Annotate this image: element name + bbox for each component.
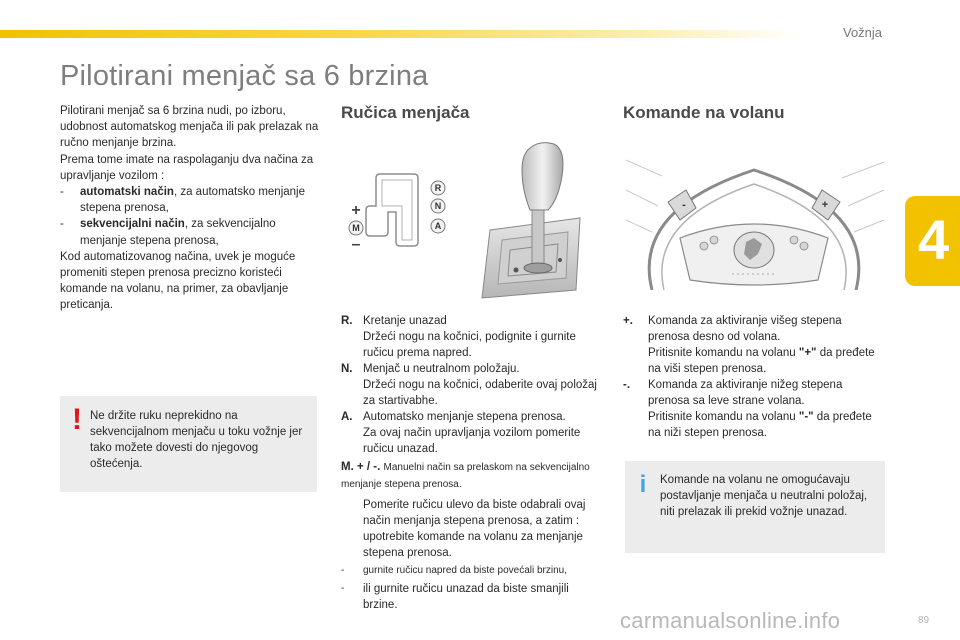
lever-n-instr: Držeći nogu na kočnici, odaberite ovaj položaj za startivabhe. xyxy=(363,379,597,407)
mode-sequential: sekvencijalni način xyxy=(80,218,185,231)
list-dash: - xyxy=(341,565,345,576)
gate-letter-n: N xyxy=(434,201,442,211)
list-dash: - xyxy=(341,583,345,594)
bullet-icon xyxy=(341,425,363,457)
lever-r-instr-row xyxy=(341,329,603,361)
lever-m-row xyxy=(341,459,603,493)
lever-a-row xyxy=(341,409,603,425)
wheel-minus-key: -. xyxy=(623,379,631,391)
wheel-plus-key: +. xyxy=(623,315,633,327)
warning-box xyxy=(60,396,317,492)
wheel-plus-instr-c: da pređete na viši stepen prenosa. xyxy=(648,347,875,375)
wheel-plus-instr-a: Pritisnite komandu na volanu xyxy=(648,347,799,359)
wheel-plus-instr-row xyxy=(623,345,885,377)
intro-list-item xyxy=(60,184,325,216)
intro-paragraph-3: Kod automatizovanog načina, uvek je moguće promeniti stepen prenosa precizno koristeći komande na volanu, na primer, za obavljanje preticanja. xyxy=(60,250,296,312)
wheel-heading: Komande na volanu xyxy=(623,103,785,122)
info-text: Komande na volanu ne omogućavaju postavljanje menjača u neutralni položaj, niti prelazak ili prekid vožnje unazad. xyxy=(660,474,868,518)
bullet-icon xyxy=(341,329,363,361)
bullet-icon xyxy=(341,377,363,409)
list-dash: - xyxy=(60,218,64,231)
gate-letter-r: R xyxy=(434,183,442,193)
wheel-minus-instr-c: da pređete na niži stepen prenosa. xyxy=(648,411,872,439)
lever-knob xyxy=(522,143,563,210)
intro-list-item xyxy=(60,216,325,248)
lever-n-key: N. xyxy=(341,363,353,375)
section-label: Vožnja xyxy=(843,25,883,40)
lever-m-text: Manuelni način sa prelaskom na sekvencijalno menjanje stepena prenosa. xyxy=(341,462,590,490)
info-i-icon: i xyxy=(639,471,647,498)
wheel-plus-text: Komanda za aktiviranje višeg stepena prenosa desno od volana. xyxy=(648,315,842,343)
gate-plus: + xyxy=(351,202,361,219)
wheel-minus-text: Komanda za aktiviranje nižeg stepena prenosa sa leve strane volana. xyxy=(648,379,843,407)
lever-a-key: A. xyxy=(341,411,353,423)
paddle-plus-label: + xyxy=(821,199,829,211)
gate-letter-m: M xyxy=(352,223,360,233)
lever-r-row xyxy=(341,313,603,329)
gear-gate-diagram xyxy=(344,172,454,252)
list-dash: - xyxy=(60,186,64,199)
lever-r-instr: Držeći nogu na kočnici, podignite i gurnite ručicu prema napred. xyxy=(363,331,576,359)
lever-r-key: R. xyxy=(341,315,353,327)
steering-wheel-illustration xyxy=(622,150,886,290)
bullet-icon xyxy=(623,409,648,441)
warning-exclamation-icon: ! xyxy=(72,403,82,436)
wheel-minus-instr-row xyxy=(623,409,885,441)
mode-automatic: automatski način xyxy=(80,186,174,199)
wheel-minus-instr-a: Pritisnite komandu na volanu xyxy=(648,411,799,423)
intro-text xyxy=(60,103,325,314)
bullet-icon xyxy=(623,345,648,377)
top-accent-bar xyxy=(0,30,800,38)
lever-m-sub2: ili gurnite ručicu unazad da biste smanjili brzine. xyxy=(363,583,569,611)
gear-lever-illustration xyxy=(470,140,590,300)
lever-m-sub1: gurnite ručicu napred da biste povećali brzinu, xyxy=(363,565,568,576)
bullet-icon xyxy=(341,497,363,561)
chapter-number: 4 xyxy=(918,208,950,271)
warning-text: Ne držite ruku neprekidno na sekvencijalnom menjaču u toku vožnje jer tako možete dovesti do njegovog oštećenja. xyxy=(90,410,303,470)
mode-automatic-desc: , za automatsko menjanje stepena prenosa, xyxy=(80,186,305,215)
paddle-minus-label: - xyxy=(682,199,686,211)
lever-m-instr: Pomerite ručicu ulevo da biste odabrali ovaj način menjanja stepena prenosa, a zatim : upotrebite komande na volanu za menjanje stepena prenosa. xyxy=(363,499,586,559)
wheel-plus-instr-b: "+" xyxy=(798,347,817,359)
lever-r-text: Kretanje unazad xyxy=(363,315,447,327)
lever-m-key: M. + / -. xyxy=(341,461,381,473)
page-title: Pilotirani menjač sa 6 brzina xyxy=(60,60,429,92)
lever-n-row xyxy=(341,361,603,377)
lever-a-instr-row xyxy=(341,425,603,457)
page-number: 89 xyxy=(918,615,930,626)
intro-paragraph-2: Prema tome imate na raspolaganju dva načina za upravljanje vozilom : xyxy=(60,153,314,182)
mode-sequential-desc: , za sekvencijalno menjanje stepena prenosa, xyxy=(80,218,276,247)
wheel-plus-row xyxy=(623,313,885,345)
wheel-minus-instr-b: "-" xyxy=(798,411,814,423)
gate-minus: – xyxy=(351,236,361,252)
wheel-minus-row xyxy=(623,377,885,409)
lever-heading: Ručica menjača xyxy=(341,103,470,122)
lever-n-text: Menjač u neutralnom položaju. xyxy=(363,363,520,375)
lever-a-text: Automatsko menjanje stepena prenosa. xyxy=(363,411,566,423)
lever-m-sub2-row xyxy=(341,581,603,613)
wheel-instructions xyxy=(623,313,885,441)
lever-m-sub1-row xyxy=(341,563,603,579)
gate-letter-a: A xyxy=(434,221,442,231)
info-box xyxy=(625,461,885,553)
lever-m-instr-row xyxy=(341,497,603,561)
lever-a-instr: Za ovaj način upravljanja vozilom pomerite ručicu unazad. xyxy=(363,427,581,455)
lever-instructions xyxy=(341,313,603,613)
lever-n-instr-row xyxy=(341,377,603,409)
watermark: carmanualsonline.info xyxy=(620,608,841,633)
intro-paragraph-1: Pilotirani menjač sa 6 brzina nudi, po izboru, udobnost automatskog menjača ili pak prelazak na ručno menjanje brzina. xyxy=(60,105,319,150)
